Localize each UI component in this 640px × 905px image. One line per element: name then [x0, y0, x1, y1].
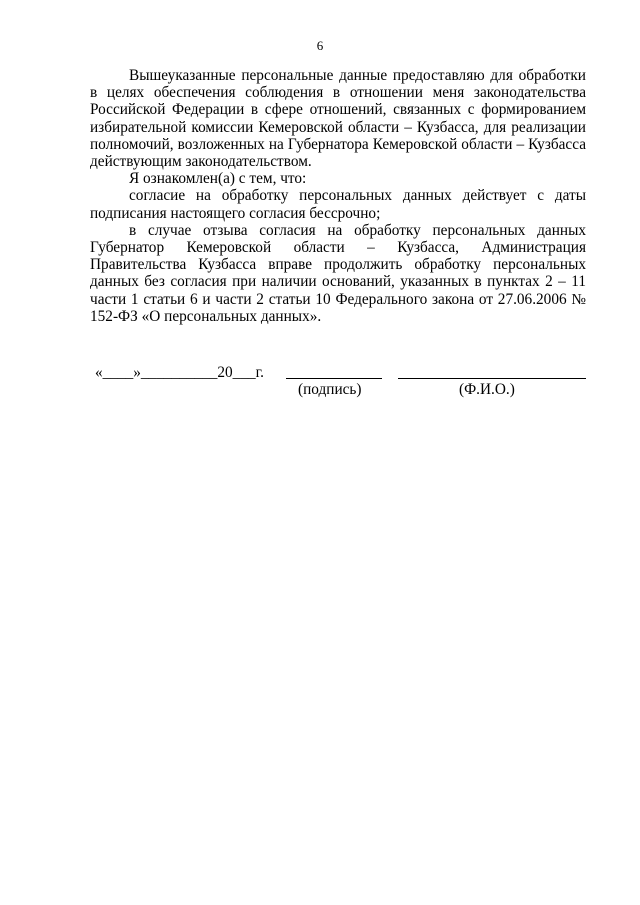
paragraph-validity: согласие на обработку персональных данных действует с даты подписания настоящего согласия бессрочно;: [90, 187, 586, 222]
name-label: (Ф.И.О.): [459, 381, 515, 398]
page-number: 6: [316, 38, 324, 53]
date-field: «____»__________20___г.: [95, 364, 264, 381]
paragraph-acknowledgement: Я ознакомлен(а) с тем, что:: [129, 170, 307, 188]
paragraph-withdrawal: в случае отзыва согласия на обработку персональных данных Губернатор Кемеровской области – Кузбасса, Администрация Правительства Кузбасса вправе продолжить обработку персональных данных без согласия при наличии оснований, указанных в пунктах 2 – 11 части 1 статьи 6 и части 2 статьи 10 Федерального закона от 27.06.2006 № 152-ФЗ «О персональных данных».: [90, 221, 586, 325]
paragraph-purpose: Вышеуказанные персональные данные предоставляю для обработки в целях обеспечения соблюдения в отношении меня законодательства Российской Федерации в сфере отношений, связанных с формированием избирательной комиссии Кемеровской области – Кузбасса, для реализации полномочий, возложенных на Губернатора Кемеровской области – Кузбасса действующим законодательством.: [90, 67, 586, 171]
signature-block: [95, 364, 590, 404]
name-line: [398, 378, 586, 379]
signature-line: [286, 378, 382, 379]
signature-label: (подпись): [298, 381, 362, 398]
consent-body-text: [90, 67, 586, 325]
